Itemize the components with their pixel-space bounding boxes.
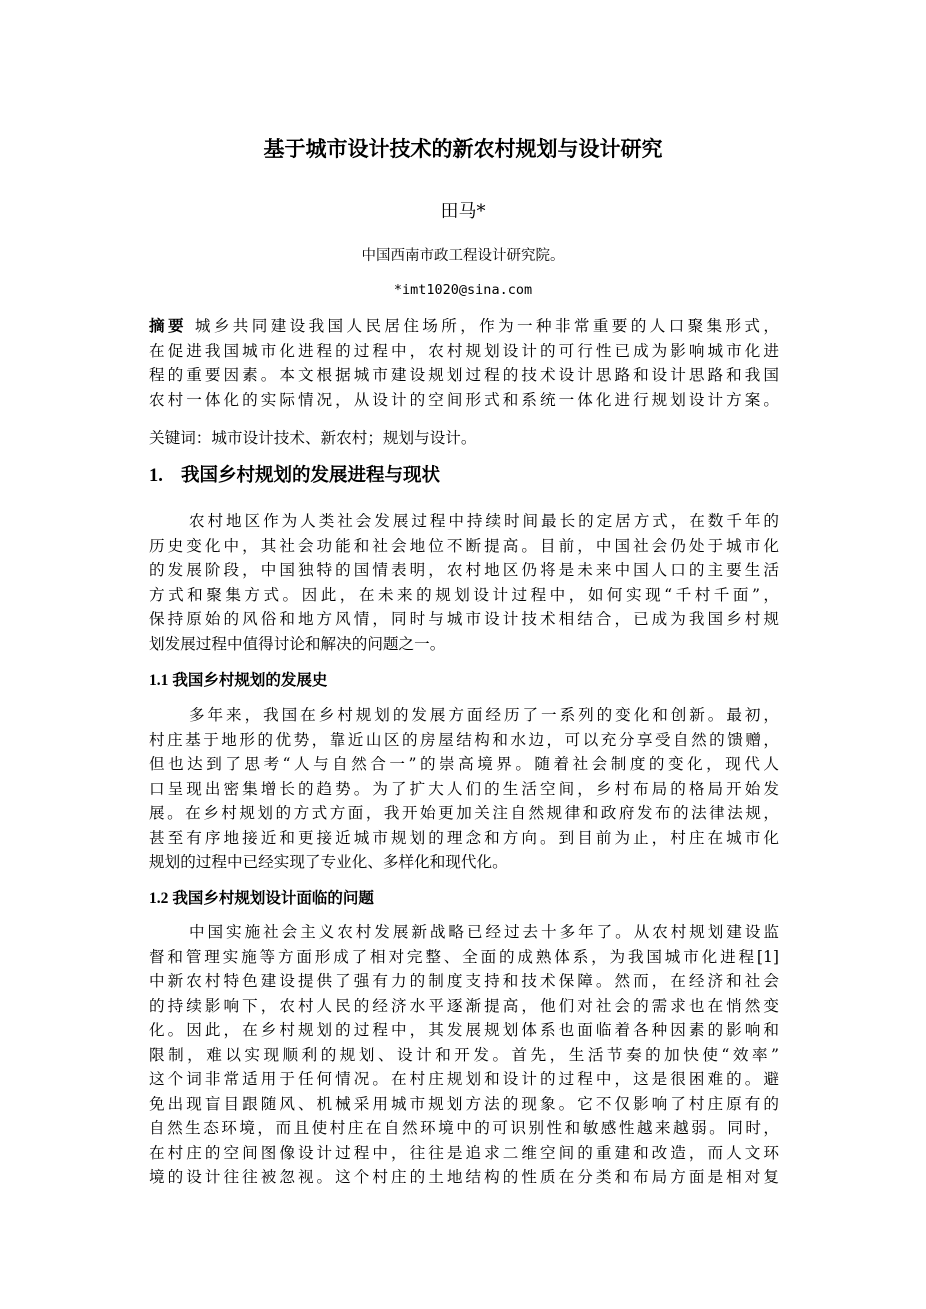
paragraph-line: 历史变化中，其社会功能和社会地位不断提高。目前，中国社会仍处于城市化 [149,536,779,555]
subsection-title: 我国乡村规划的发展史 [172,671,328,689]
author-affiliation: 中国西南市政工程设计研究院。 [361,248,565,264]
paragraph-line: 规划的过程中已经实现了专业化、多样化和现代化。 [149,853,508,871]
abstract-text: 城乡共同建设我国人民居住场所，作为一种非常重要的人口聚集形式， [194,317,779,335]
paragraph-line: 多年来，我国在乡村规划的发展方面经历了一系列的变化和创新。最初， [189,706,779,724]
paragraph-line: 中国实施社会主义农村发展新战略已经过去十多年了。从农村规划建设监 [189,923,779,941]
abstract-block [149,314,779,412]
abstract-line: 在促进我国城市化进程的过程中，农村规划设计的可行性已成为影响城市化进 [149,341,779,360]
abstract-label: 摘要 [149,317,187,335]
section1-paragraph [149,509,779,656]
paragraph-line: 甚至有序地接近和更接近城市规划的理念和方向。到目前为止，村庄在城市化 [149,828,779,847]
paragraph-line: 村庄基于地形的优势，靠近山区的房屋结构和水边，可以充分享受自然的馈赠， [149,730,779,749]
paragraph-line: 的持续影响下，农村人民的经济水平逐渐提高，他们对社会的需求也在悄然变 [149,996,779,1015]
author-name: 田马* [440,201,486,222]
subsection-heading [149,668,779,693]
author-email: *imt1020@sina.com [393,282,533,298]
paragraph-line: 中新农村特色建设提供了强有力的制度支持和技术保障。然而，在经济和社会 [149,972,779,990]
paragraph-line: 口呈现出密集增长的趋势。为了扩大人们的生活空间，乡村布局的格局开始发 [149,779,779,798]
section1-2-paragraph [149,920,779,1190]
subsection-heading [149,886,779,911]
section1-1-paragraph [149,703,779,875]
section-title: 我国乡村规划的发展进程与现状 [181,465,441,486]
paragraph-line: 的发展阶段，中国独特的国情表明，农村地区仍将是未来中国人口的主要生活 [149,561,779,579]
paragraph-line: 免出现盲目跟随风、机械采用城市规划方法的现象。它不仅影响了村庄原有的 [149,1094,779,1113]
paragraph-line: 展。在乡村规划的方式方面，我开始更加关注自然规律和政府发布的法律法规， [149,804,779,822]
abstract-line [149,314,779,339]
paragraph-line: 自然生态环境，而且使村庄在自然环境中的可识别性和敏感性越来越弱。同时， [149,1119,779,1137]
abstract-line: 农村一体化的实际情况，从设计的空间形式和系统一体化进行规划设计方案。 [149,390,779,409]
paragraph-line: 这个词非常适用于任何情况。在村庄规划和设计的过程中，这是很困难的。避 [149,1070,779,1088]
section-heading [149,461,779,491]
paragraph-line: 划发展过程中值得讨论和解决的问题之一。 [149,634,446,653]
subsection-number: 1.1 [149,672,169,689]
paper-title: 基于城市设计技术的新农村规划与设计研究 [263,137,663,161]
paragraph-line: 保持原始的风俗和地方风情，同时与城市设计技术相结合，已成为我国乡村规 [149,610,779,628]
paragraph-line: 督和管理实施等方面形成了相对完整、全面的成熟体系，为我国城市化进程[1] [149,947,779,966]
section-number: 1. [149,466,163,486]
subsection-number: 1.2 [149,890,169,907]
paragraph-line: 方式和聚集方式。因此，在未来的规划设计过程中，如何实现“千村千面”， [149,585,779,604]
keywords: 关键词：城市设计技术、新农村；规划与设计。 [149,429,477,447]
paragraph-line: 化。因此，在乡村规划的过程中，其发展规划体系也面临着各种因素的影响和 [149,1021,779,1039]
paragraph-line: 但也达到了思考“人与自然合一”的崇高境界。随着社会制度的变化，现代人 [149,755,779,773]
paragraph-line: 境的设计往往被忽视。这个村庄的土地结构的性质在分类和布局方面是相对复 [149,1168,779,1186]
paragraph-line: 在村庄的空间图像设计过程中，往往是追求二维空间的重建和改造，而人文环 [149,1143,779,1162]
subsection-title: 我国乡村规划设计面临的问题 [172,889,374,907]
abstract-line: 程的重要因素。本文根据城市建设规划过程的技术设计思路和设计思路和我国 [149,366,779,384]
paragraph-line: 限制，难以实现顺利的规划、设计和开发。首先，生活节奏的加快使“效率” [149,1045,779,1064]
paragraph-line: 农村地区作为人类社会发展过程中持续时间最长的定居方式，在数千年的 [189,512,779,530]
